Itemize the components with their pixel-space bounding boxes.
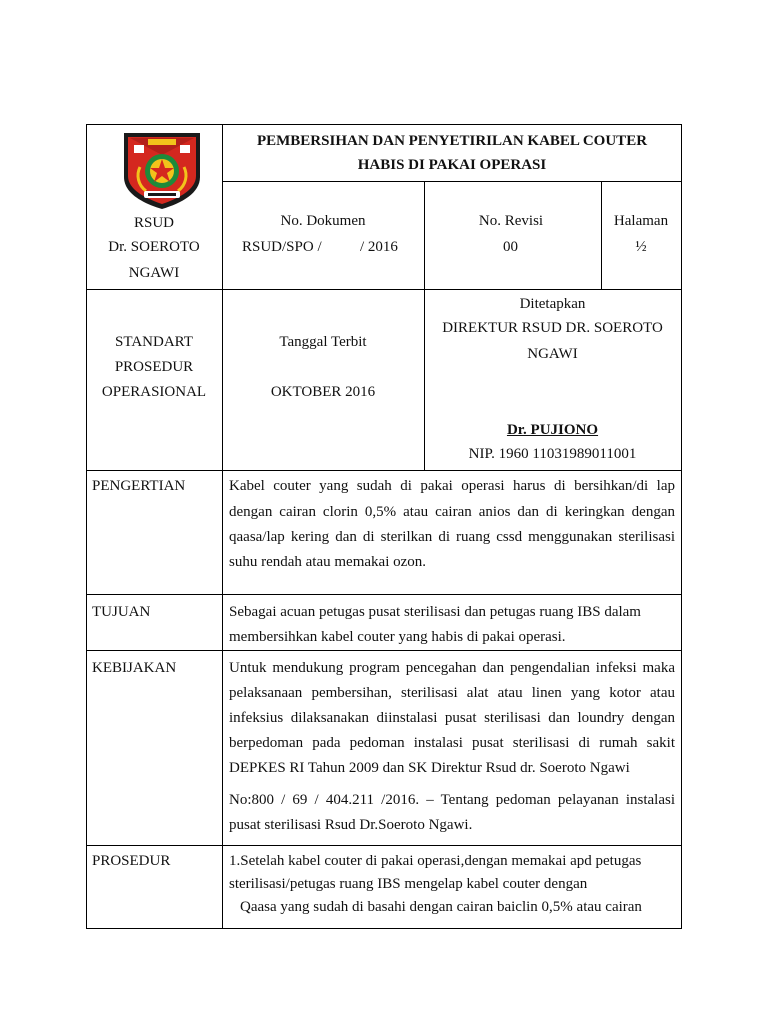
revisi-label: No. Revisi (478, 213, 544, 229)
kebijakan-line: pusat sterilisasi Rsud Dr.Soeroto Ngawi. (229, 817, 473, 833)
pengertian-line: Kabel couter yang sudah di pakai operasi harus di bersihkan/di lap (229, 478, 675, 494)
pengertian-line: suhu rendah atau memakai ozon. (229, 554, 427, 570)
tujuan-label: TUJUAN (92, 604, 151, 620)
prosedur-line: Qaasa yang sudah di basahi dengan cairan baiclin 0,5% atau cairan (240, 899, 642, 915)
row-divider-1 (86, 289, 682, 290)
prosedur-line: 1.Setelah kabel couter di pakai operasi,dengan memakai apd petugas (229, 853, 642, 869)
kebijakan-label: KEBIJAKAN (92, 660, 177, 676)
row-divider-5 (86, 845, 682, 846)
title-divider (222, 181, 682, 182)
label-column-divider (222, 124, 223, 929)
signer-name-text: Dr. PUJIONO (506, 422, 599, 438)
table-border-bottom (86, 928, 682, 929)
org-name-line-3: NGAWI (128, 265, 180, 281)
sop-type-line-1: STANDART (115, 334, 193, 350)
terbit-label: Tanggal Terbit (279, 334, 367, 350)
halaman-label: Halaman (613, 213, 669, 229)
direktur-line-2: NGAWI (527, 346, 578, 362)
signer-nip: NIP. 1960 11031989011001 (468, 446, 637, 462)
table-border-right (681, 124, 682, 929)
terbit-value: OKTOBER 2016 (270, 384, 376, 400)
org-name-line-2: Dr. SOEROTO (108, 239, 200, 255)
table-border-top (86, 124, 682, 125)
revisi-value: 00 (503, 239, 518, 255)
pengertian-line: qaasa/lap kering dan di sterilkan di ruang cssd menggunakan sterilisasi (229, 529, 675, 545)
row-divider-4 (86, 650, 682, 651)
halaman-value: ½ (635, 239, 647, 255)
kebijakan-line: No:800 / 69 / 404.211 /2016. – Tentang pedoman pelayanan instalasi (229, 792, 675, 808)
signer-name (424, 420, 681, 440)
row-divider-2 (86, 470, 682, 471)
prosedur-line: sterilisasi/petugas ruang IBS mengelap kabel couter dengan (229, 876, 588, 892)
coat-of-arms-icon (118, 131, 206, 211)
tujuan-line: Sebagai acuan petugas pusat sterilisasi dan petugas ruang IBS dalam (229, 604, 641, 620)
dokumen-label: No. Dokumen (280, 213, 366, 229)
sop-type-line-3: OPERASIONAL (101, 384, 207, 400)
prosedur-label: PROSEDUR (92, 853, 171, 869)
kebijakan-line: pelaksanaan pembersihan, sterilisasi alat atau linen yang kotor atau (229, 685, 675, 701)
sop-type-line-2: PROSEDUR (114, 359, 194, 375)
kebijakan-line: Untuk mendukung program pencegahan dan pengendalian infeksi maka (229, 660, 675, 676)
dokumen-value-suffix: / 2016 (360, 239, 398, 255)
kebijakan-line: infeksius dilaksanakan diinstalasi pusat sterilisasi dan loundry dengan (229, 710, 675, 726)
dokumen-value-prefix: RSUD/SPO / (242, 239, 322, 255)
ditetapkan-label: Ditetapkan (519, 296, 586, 312)
kebijakan-line: berpedoman pada pedoman instalasi pusat sterilisasi di rumah sakit (229, 735, 675, 751)
pengertian-line: dengan cairan clorin 0,5% atau cairan anios dan di keringkan dengan (229, 504, 675, 520)
row-divider-3 (86, 594, 682, 595)
direktur-line-1: DIREKTUR RSUD DR. SOEROTO (442, 320, 663, 336)
title-line-2: HABIS DI PAKAI OPERASI (357, 157, 547, 173)
pengertian-label: PENGERTIAN (92, 478, 186, 494)
halaman-column-divider (601, 181, 602, 290)
org-name-line-1: RSUD (133, 215, 174, 231)
kebijakan-line: DEPKES RI Tahun 2009 dan SK Direktur Rsud dr. Soeroto Ngawi (229, 760, 630, 776)
title-line-1: PEMBERSIHAN DAN PENYETIRILAN KABEL COUTER (256, 133, 648, 149)
tujuan-line: membersihkan kabel couter yang habis di pakai operasi. (229, 629, 566, 645)
